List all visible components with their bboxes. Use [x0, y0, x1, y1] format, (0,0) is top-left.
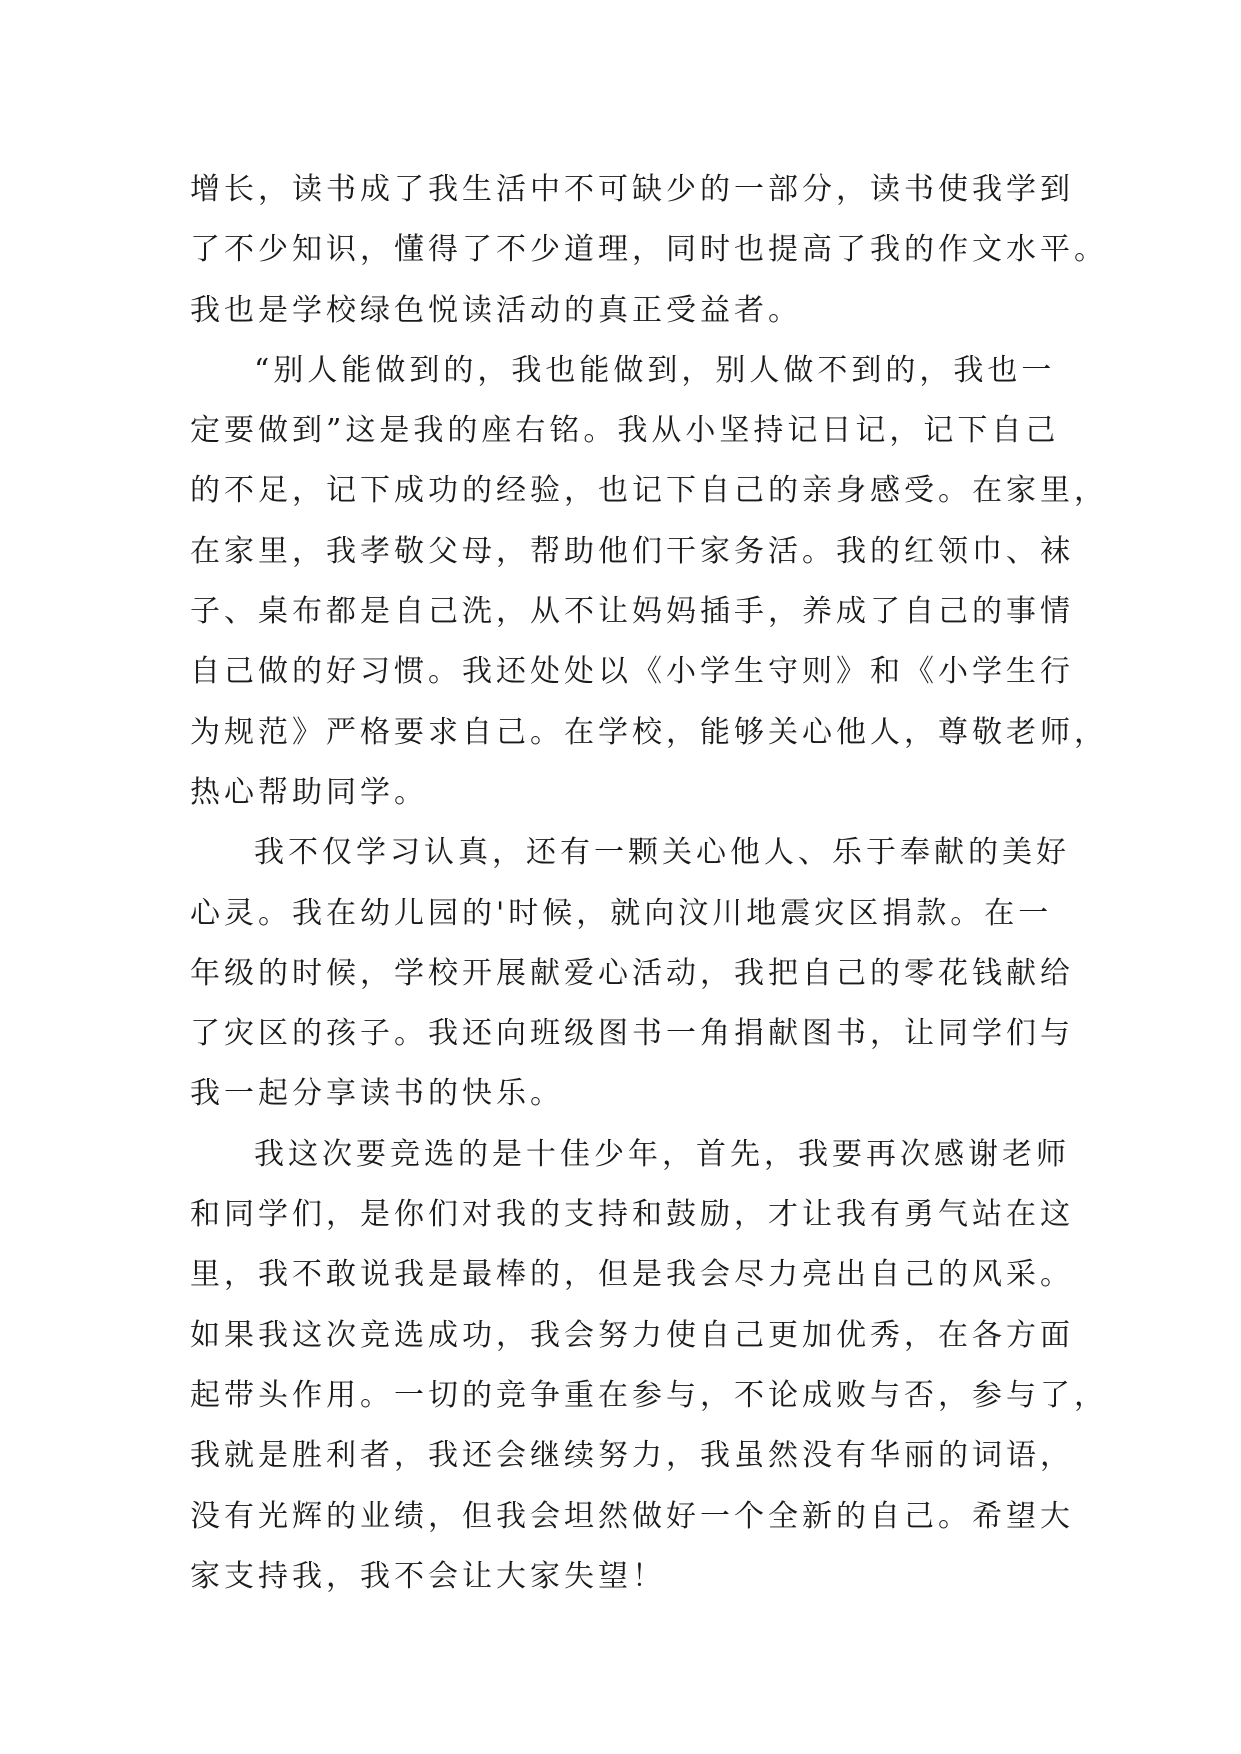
text-line: 子、桌布都是自己洗，从不让妈妈插手，养成了自己的事情 [190, 594, 1074, 630]
text-line: 如果我这次竞选成功，我会努力使自己更加优秀，在各方面 [190, 1317, 1074, 1353]
text-line: 了不少知识，懂得了不少道理，同时也提高了我的作文水平。 [190, 232, 1108, 268]
text-line: 我一起分享读书的快乐。 [190, 1076, 564, 1112]
text-line: 我也是学校绿色悦读活动的真正受益者。 [190, 292, 802, 328]
paragraph-reading-growth [190, 160, 1108, 341]
text-line: 年级的时候，学校开展献爱心活动，我把自己的零花钱献给 [190, 955, 1074, 991]
text-line: 在家里，我孝敬父母，帮助他们干家务活。我的红领巾、袜 [190, 533, 1074, 569]
text-line: 家支持我，我不会让大家失望！ [190, 1558, 666, 1594]
text-line: “别人能做到的，我也能做到，别人做不到的，我也一 [254, 352, 1056, 388]
text-line: 我这次要竞选的是十佳少年，首先，我要再次感谢老师 [254, 1136, 1070, 1172]
text-line: 了灾区的孩子。我还向班级图书一角捐献图书，让同学们与 [190, 1016, 1074, 1052]
text-line: 里，我不敢说我是最棒的，但是我会尽力亮出自己的风采。 [190, 1257, 1074, 1293]
text-line: 起带头作用。一切的竞争重在参与，不论成败与否，参与了， [190, 1377, 1108, 1413]
paragraph-kindness [190, 823, 1074, 1124]
text-line: 和同学们，是你们对我的支持和鼓励，才让我有勇气站在这 [190, 1197, 1074, 1233]
text-line: 自己做的好习惯。我还处处以《小学生守则》和《小学生行 [190, 654, 1074, 690]
document-body [190, 160, 1108, 1607]
paragraph-campaign [190, 1125, 1108, 1607]
text-line: 定要做到”这是我的座右铭。我从小坚持记日记，记下自己 [190, 413, 1060, 449]
text-line: 增长，读书成了我生活中不可缺少的一部分，读书使我学到 [190, 172, 1074, 207]
text-line: 我就是胜利者，我还会继续努力，我虽然没有华丽的词语， [190, 1438, 1074, 1474]
text-line: 我不仅学习认真，还有一颗关心他人、乐于奉献的美好 [254, 835, 1070, 871]
text-line: 没有光辉的业绩，但我会坦然做好一个全新的自己。希望大 [190, 1498, 1074, 1534]
text-line: 的不足，记下成功的经验，也记下自己的亲身感受。在家里， [190, 473, 1108, 509]
text-line: 为规范》严格要求自己。在学校，能够关心他人，尊敬老师， [190, 714, 1108, 750]
text-line: 热心帮助同学。 [190, 774, 428, 810]
paragraph-motto [190, 341, 1108, 823]
text-line: 心灵。我在幼儿园的'时候，就向汶川地震灾区捐款。在一 [190, 895, 1053, 931]
